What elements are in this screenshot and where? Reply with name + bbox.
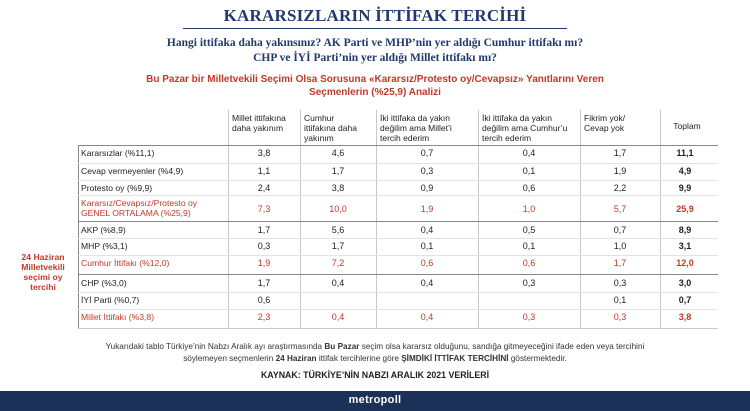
table-cell: 2,2 bbox=[613, 183, 627, 193]
footnote-line-1: Yukarıdaki tablo Türkiye’nin Nabzı Aralık ayı araştırmasında Bu Pazar seçim olsa kararsız olduğunu, sandığa gitmeyeceğini ifade eden veya tercihini bbox=[105, 342, 645, 351]
page-title: KARARSIZLARIN İTTİFAK TERCİHİ bbox=[223, 6, 527, 25]
table-cell: 0,4 bbox=[420, 312, 434, 322]
column-header bbox=[304, 113, 376, 143]
table-cell: 0,4 bbox=[522, 148, 536, 158]
row-divider bbox=[78, 238, 718, 239]
row-label bbox=[81, 278, 127, 288]
table-cell: 5,7 bbox=[613, 204, 627, 214]
table-cell: 0,1 bbox=[522, 241, 536, 251]
row-label-text: AKP (%8,9) bbox=[81, 225, 126, 235]
column-divider bbox=[376, 110, 377, 328]
left-rule bbox=[78, 145, 79, 328]
table-cell: 7,3 bbox=[257, 204, 271, 214]
table-cell: 1,0 bbox=[522, 204, 536, 214]
source-line: KAYNAK: TÜRKİYE’NİN NABZI ARALIK 2021 VERİLERİ bbox=[260, 370, 490, 380]
table-cell: 0,6 bbox=[420, 258, 434, 268]
row-label bbox=[81, 166, 183, 176]
table-cell: 1,9 bbox=[420, 204, 434, 214]
row-label bbox=[81, 241, 128, 251]
brand-logo: metropoll bbox=[348, 394, 402, 406]
row-label-text: GENEL ORTALAMA (%25,9) bbox=[81, 208, 191, 218]
table-cell: 3,0 bbox=[678, 278, 692, 288]
table-cell: 0,1 bbox=[613, 295, 627, 305]
row-divider bbox=[78, 255, 718, 256]
row-label bbox=[81, 183, 152, 193]
table-cell: 25,9 bbox=[676, 204, 694, 214]
table-cell: 8,9 bbox=[678, 225, 692, 235]
row-label-text: Protesto oy (%9,9) bbox=[81, 183, 153, 193]
column-divider bbox=[228, 110, 229, 328]
row-divider bbox=[78, 180, 718, 181]
column-header-text: İki ittifaka da yakın bbox=[380, 113, 450, 123]
table-cell: 3,8 bbox=[331, 183, 345, 193]
column-divider bbox=[580, 110, 581, 328]
table-cell: 3,1 bbox=[678, 241, 692, 251]
column-header-text: ittifakına daha bbox=[304, 123, 357, 133]
header-rule bbox=[78, 145, 718, 146]
table-cell: 0,7 bbox=[613, 225, 627, 235]
table-cell: 1,1 bbox=[257, 166, 271, 176]
subtitle-line-2: Seçmenlerin (%25,9) Analizi bbox=[309, 87, 441, 98]
row-label bbox=[81, 295, 139, 305]
title-rule bbox=[183, 28, 567, 29]
column-header-text: Cumhur bbox=[304, 113, 335, 123]
table-cell: 3,8 bbox=[257, 148, 271, 158]
subtitle-line-1: Bu Pazar bir Milletvekili Seçimi Olsa Sorusuna «Kararsız/Protesto oy/Cevapsız» Yanıtlarını Veren bbox=[146, 74, 604, 85]
table-cell: 0,3 bbox=[420, 166, 434, 176]
row-label bbox=[81, 198, 197, 218]
column-header bbox=[664, 121, 710, 131]
column-divider bbox=[300, 110, 301, 328]
table-cell: 0,6 bbox=[257, 295, 271, 305]
group-rule bbox=[78, 221, 718, 222]
table-cell: 4,9 bbox=[678, 166, 692, 176]
column-header-text: yakınım bbox=[304, 133, 334, 143]
table-cell: 1,9 bbox=[257, 258, 271, 268]
column-header-text: tercih ederim bbox=[380, 133, 430, 143]
table-cell: 1,7 bbox=[613, 148, 627, 158]
table-cell: 1,0 bbox=[613, 241, 627, 251]
column-header bbox=[380, 113, 478, 143]
table-cell: 1,7 bbox=[331, 241, 345, 251]
table-cell: 0,7 bbox=[420, 148, 434, 158]
column-header-text: daha yakınım bbox=[232, 123, 284, 133]
column-header-text: tercih ederim bbox=[482, 133, 532, 143]
row-divider bbox=[78, 292, 718, 293]
column-header bbox=[584, 113, 660, 133]
column-header bbox=[232, 113, 300, 133]
row-label-text: Kararsızlar (%11,1) bbox=[81, 148, 155, 158]
table-cell: 2,4 bbox=[257, 183, 271, 193]
row-label-text: Cumhur İttifakı (%12,0) bbox=[81, 258, 170, 268]
table-cell: 1,7 bbox=[331, 166, 345, 176]
row-label bbox=[81, 312, 154, 322]
row-label bbox=[81, 148, 154, 158]
row-label bbox=[81, 225, 126, 235]
table-cell: 11,1 bbox=[676, 148, 694, 158]
table-cell: 0,1 bbox=[420, 241, 434, 251]
table-cell: 1,9 bbox=[613, 166, 627, 176]
table-cell: 0,6 bbox=[522, 258, 536, 268]
column-header-text: değilim ama Cumhur’u bbox=[482, 123, 568, 133]
group-rule bbox=[78, 274, 718, 275]
row-label-text: MHP (%3,1) bbox=[81, 241, 128, 251]
row-divider bbox=[78, 309, 718, 310]
table-cell: 0,3 bbox=[613, 312, 627, 322]
table-cell: 10,0 bbox=[329, 204, 347, 214]
row-label bbox=[81, 258, 169, 268]
row-label-text: Kararsız/Cevapsız/Protesto oy bbox=[81, 198, 198, 208]
table-cell: 4,6 bbox=[331, 148, 345, 158]
table-cell: 9,9 bbox=[678, 183, 692, 193]
table-cell: 2,3 bbox=[257, 312, 271, 322]
table-cell: 0,1 bbox=[522, 166, 536, 176]
column-header-text: değilim ama Millet’i bbox=[380, 123, 452, 133]
table-cell: 1,7 bbox=[257, 278, 271, 288]
question-line-1: Hangi ittifaka daha yakınsınız? AK Parti ve MHP’nin yer aldığı Cumhur ittifakı mı? bbox=[166, 37, 584, 49]
side-label: 24 Haziran Milletvekili seçimi oy tercihi bbox=[21, 252, 65, 292]
column-header-text: Millet ittifakına bbox=[232, 113, 286, 123]
table-cell: 0,4 bbox=[420, 278, 434, 288]
table-cell: 0,6 bbox=[522, 183, 536, 193]
row-divider bbox=[78, 195, 718, 196]
table-cell: 0,3 bbox=[522, 278, 536, 288]
table-cell: 0,3 bbox=[613, 278, 627, 288]
row-label-text: CHP (%3,0) bbox=[81, 278, 127, 288]
row-label-text: Cevap vermeyenler (%4,9) bbox=[81, 166, 184, 176]
column-divider bbox=[478, 110, 479, 328]
row-divider bbox=[78, 163, 718, 164]
column-header-text: Cevap yok bbox=[584, 123, 625, 133]
table-cell: 12,0 bbox=[676, 258, 694, 268]
table-cell: 3,8 bbox=[678, 312, 692, 322]
table-cell: 0,4 bbox=[420, 225, 434, 235]
row-label-text: İYİ Parti (%0,7) bbox=[81, 295, 140, 305]
table-cell: 0,3 bbox=[257, 241, 271, 251]
table-cell: 0,7 bbox=[678, 295, 692, 305]
row-label-text: Millet İttifakı (%3,8) bbox=[81, 312, 155, 322]
table-cell: 0,5 bbox=[522, 225, 536, 235]
table-cell: 0,4 bbox=[331, 278, 345, 288]
table-cell: 5,6 bbox=[331, 225, 345, 235]
column-header-text: Toplam bbox=[673, 121, 701, 131]
table-cell: 1,7 bbox=[613, 258, 627, 268]
column-header-text: İki ittifaka da yakın bbox=[482, 113, 552, 123]
table-cell: 0,9 bbox=[420, 183, 434, 193]
footnote-line-2: söylemeyen seçmenlerin 24 Haziran ittifak tercihlerine göre ŞİMDİKİ İTTİFAK TERCİHİNİ göstermektedir. bbox=[183, 354, 567, 363]
column-header bbox=[482, 113, 580, 143]
table-cell: 7,2 bbox=[331, 258, 345, 268]
question-line-2: CHP ve İYİ Parti’nin yer aldığı Millet ittifakı mı? bbox=[253, 52, 497, 64]
table-cell: 0,3 bbox=[522, 312, 536, 322]
bottom-rule bbox=[78, 328, 718, 329]
column-header-text: Fikrim yok/ bbox=[584, 113, 626, 123]
table-cell: 0,4 bbox=[331, 312, 345, 322]
table-cell: 1,7 bbox=[257, 225, 271, 235]
